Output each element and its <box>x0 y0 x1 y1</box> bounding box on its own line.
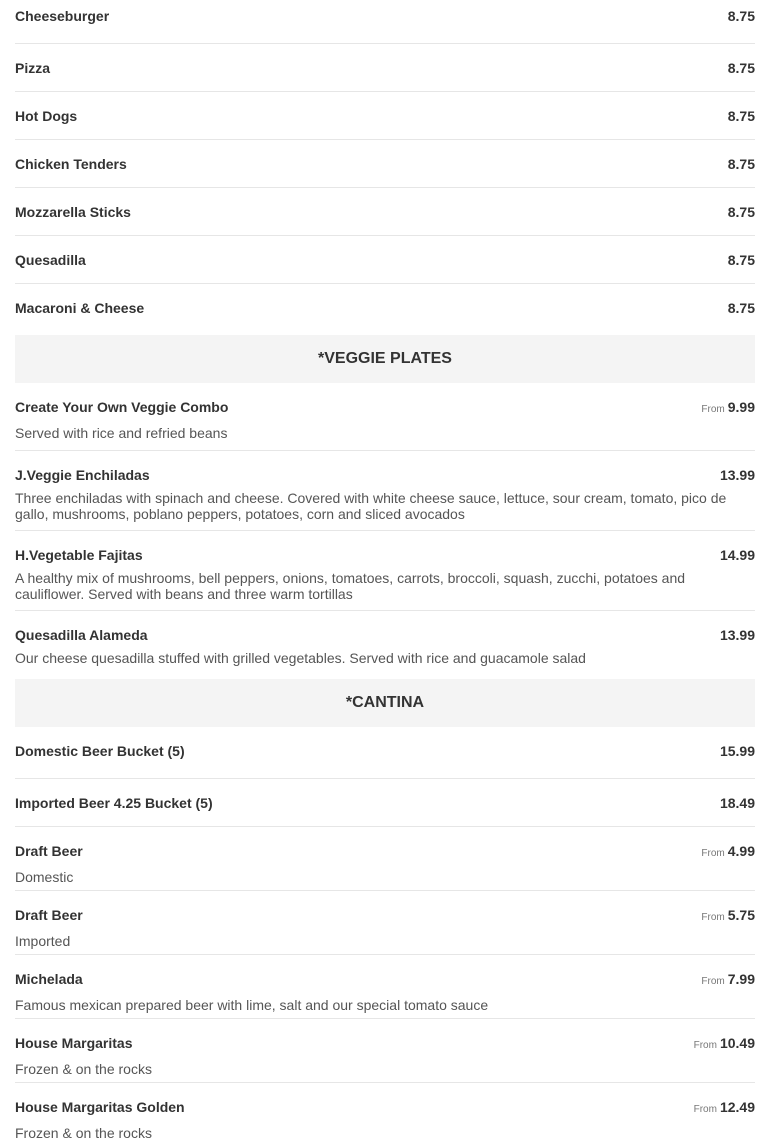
item-price: 8.75 <box>727 300 755 316</box>
item-name: Mozzarella Sticks <box>15 204 131 220</box>
item-name: Michelada <box>15 971 83 987</box>
from-label: From <box>701 848 725 859</box>
item-price: 8.75 <box>727 252 755 268</box>
menu-item[interactable] <box>15 451 755 531</box>
item-price-group <box>701 971 755 990</box>
item-price: 8.75 <box>727 156 755 172</box>
item-price: 15.99 <box>719 743 755 759</box>
item-price: 8.75 <box>727 8 755 24</box>
item-name: J.Veggie Enchiladas <box>15 467 150 483</box>
item-price: 9.99 <box>727 399 755 415</box>
section-title: *CANTINA <box>345 694 425 711</box>
menu-item[interactable] <box>15 955 755 1019</box>
item-name: Quesadilla Alameda <box>15 627 148 643</box>
item-name: Draft Beer <box>15 843 83 859</box>
item-name: Domestic Beer Bucket (5) <box>15 743 185 759</box>
item-name: Draft Beer <box>15 907 83 923</box>
item-name: Create Your Own Veggie Combo <box>15 399 229 415</box>
item-description: Our cheese quesadilla stuffed with grilled vegetables. Served with rice and guacamole salad <box>15 650 586 666</box>
item-price: 13.99 <box>719 467 755 483</box>
menu-item[interactable] <box>15 1019 755 1083</box>
item-description: Frozen & on the rocks <box>15 1061 152 1077</box>
item-name: H.Vegetable Fajitas <box>15 547 143 563</box>
section-title: *VEGGIE PLATES <box>318 350 452 367</box>
item-price: 8.75 <box>727 60 755 76</box>
item-name: House Margaritas <box>15 1035 133 1051</box>
item-name: Hot Dogs <box>15 108 78 124</box>
menu-item[interactable] <box>15 891 755 955</box>
menu-item[interactable] <box>15 531 755 611</box>
item-description: Served with rice and refried beans <box>15 425 228 441</box>
menu-item[interactable] <box>15 92 755 140</box>
section-header-veggie-plates <box>15 335 755 383</box>
item-description: Famous mexican prepared beer with lime, salt and our special tomato sauce <box>15 997 489 1013</box>
item-price-group <box>694 1035 755 1054</box>
item-price: 10.49 <box>719 1035 755 1051</box>
item-price: 5.75 <box>727 907 755 923</box>
item-name: Macaroni & Cheese <box>15 300 145 316</box>
menu-item[interactable] <box>15 284 755 335</box>
item-description: Three enchiladas with spinach and cheese. Covered with white cheese sauce, lettuce, sour cream, tomato, pico de gallo, mushrooms, poblano peppers, potatoes, corn and sliced avocados <box>15 490 727 522</box>
item-description: Domestic <box>15 869 74 885</box>
item-price-group <box>701 907 755 926</box>
menu-item[interactable] <box>15 827 755 891</box>
from-label: From <box>701 912 725 923</box>
item-price: 7.99 <box>727 971 755 987</box>
item-name: Quesadilla <box>15 252 86 268</box>
menu-item[interactable] <box>15 44 755 92</box>
item-name: Pizza <box>15 60 51 76</box>
menu-item[interactable] <box>15 1083 755 1141</box>
menu-item[interactable] <box>15 383 755 451</box>
menu-item[interactable] <box>15 236 755 284</box>
item-description: Frozen & on the rocks <box>15 1125 152 1141</box>
from-label: From <box>693 1104 717 1115</box>
item-price: 12.49 <box>719 1099 755 1115</box>
item-price: 4.99 <box>727 843 755 859</box>
item-name: House Margaritas Golden <box>15 1099 185 1115</box>
section-header-cantina <box>15 679 755 727</box>
item-price: 8.75 <box>727 108 755 124</box>
item-price-group <box>694 1099 755 1118</box>
from-label: From <box>701 976 725 987</box>
item-description: Imported <box>15 933 71 949</box>
menu <box>15 0 755 1141</box>
item-name: Imported Beer 4.25 Bucket (5) <box>15 795 213 811</box>
menu-item[interactable] <box>15 140 755 188</box>
item-description: A healthy mix of mushrooms, bell peppers, onions, tomatoes, carrots, broccoli, squash, zucchi, potatoes and cauliflower. Served with beans and three warm tortillas <box>15 570 686 602</box>
item-price: 14.99 <box>719 547 755 563</box>
from-label: From <box>701 404 725 415</box>
item-name: Cheeseburger <box>15 8 110 24</box>
menu-item[interactable] <box>15 0 755 44</box>
menu-item[interactable] <box>15 779 755 827</box>
item-price: 13.99 <box>719 627 755 643</box>
item-price-group <box>701 399 755 418</box>
menu-item[interactable] <box>15 188 755 236</box>
menu-item[interactable] <box>15 611 755 679</box>
item-name: Chicken Tenders <box>15 156 127 172</box>
item-price: 18.49 <box>719 795 755 811</box>
menu-item[interactable] <box>15 727 755 779</box>
item-price: 8.75 <box>727 204 755 220</box>
item-price-group <box>701 843 755 862</box>
from-label: From <box>693 1040 717 1051</box>
